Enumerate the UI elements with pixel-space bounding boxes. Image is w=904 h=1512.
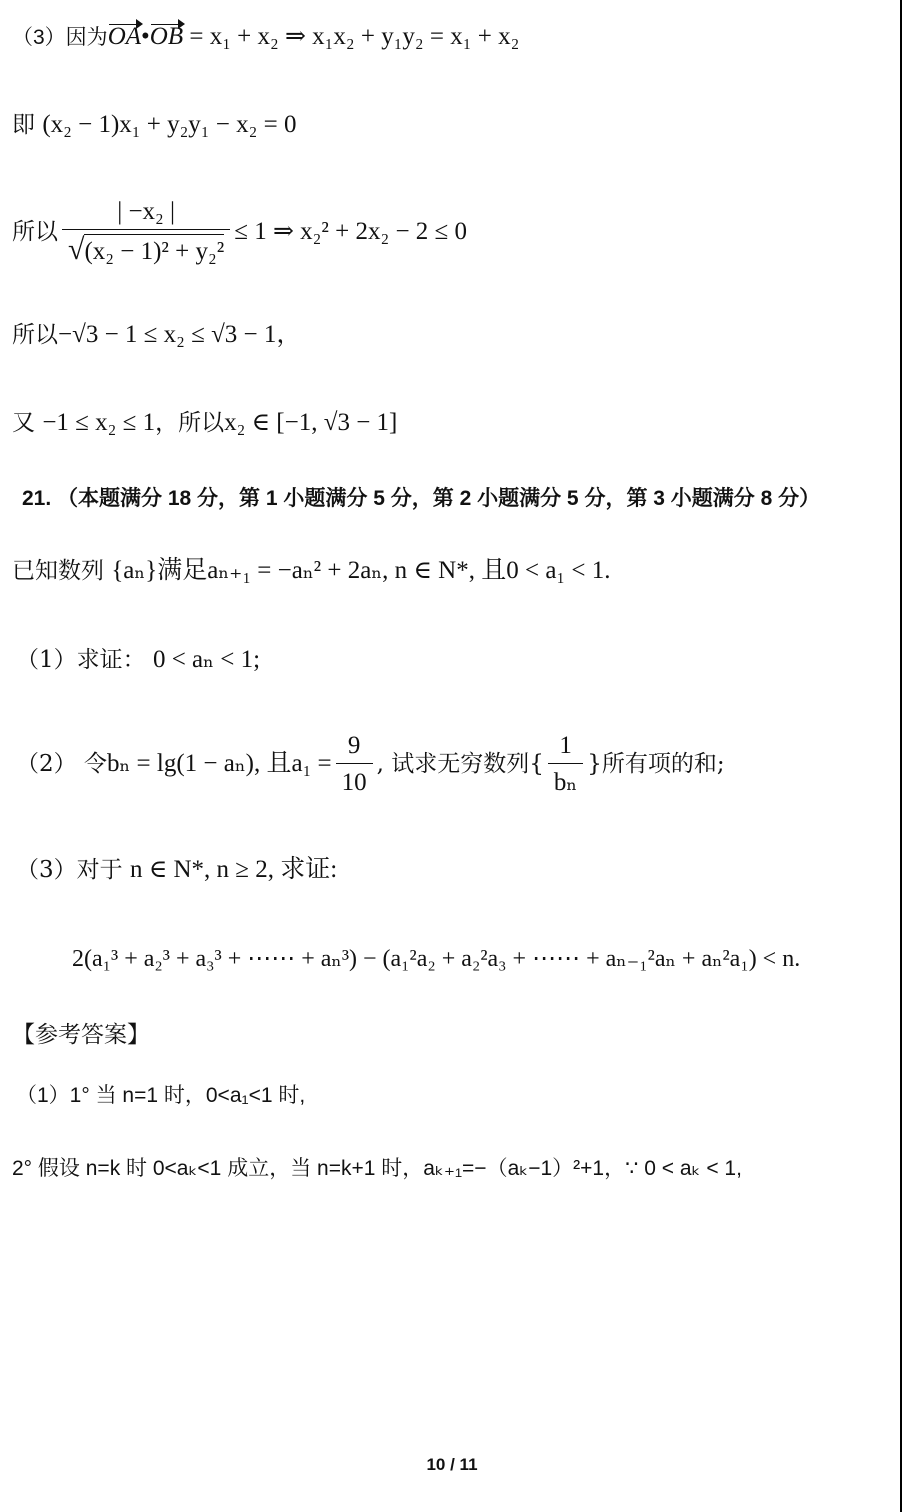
radicand: (x₂ − 1)² + y₂² (84, 234, 224, 267)
fraction-1-bn (548, 731, 583, 798)
fraction-denominator: 10 (336, 763, 373, 798)
solution-line-4-expr: −√3 − 1 ≤ x₂ ≤ √3 − 1， (58, 321, 302, 348)
problem-21-part-1 (16, 645, 260, 675)
part-1-label: （1）求证： (16, 647, 146, 673)
statement-prefix: 已知数列 (12, 558, 104, 584)
page-right-border (900, 0, 902, 1512)
answer-heading: 【参考答案】 (12, 1022, 150, 1048)
solution-line-5 (12, 408, 397, 438)
answer-line-2-text: 2° 假设 n=k 时 0<aₖ<1 成立，当 n=k+1 时，aₖ₊₁=−（aₖ−1）²+1，∵ 0 < aₖ < 1, (12, 1157, 742, 1180)
part-2-expr: bₙ = lg(1 − aₙ), 且a₁ = (106, 750, 332, 777)
solution-line-5-expr-2: x₂ ∈ [−1, √3 − 1] (224, 409, 398, 436)
part-3-inequality: 2(a₁³ + a₂³ + a₃³ + ⋯⋯ + aₙ³) − (a₁²a₂ + a₂²a₃ + ⋯⋯ + aₙ₋₁²aₙ + aₙ²a₁) < n. (72, 946, 801, 972)
part-3-expr: n ∈ N*, n ≥ 2, 求证: (129, 856, 338, 883)
part-3-label: （3）对于 (16, 857, 123, 883)
dot-operator: • (141, 23, 150, 50)
solution-line-3 (12, 192, 467, 272)
fraction-9-10 (336, 731, 373, 798)
problem-21-heading: 21. （本题满分 18 分，第 1 小题满分 5 分，第 2 小题满分 5 分，第 3 小题满分 8 分） (22, 487, 821, 510)
fraction-denominator (62, 229, 230, 267)
vector-oa: OA (107, 23, 142, 50)
part-2-label: （2） 令 (16, 751, 107, 777)
part-2-mid: , 试求无穷数列{ (376, 751, 544, 777)
statement-expr: {aₙ}满足aₙ₊₁ = −aₙ² + 2aₙ, n ∈ N*, 且0 < a₁ < 1. (111, 557, 611, 584)
fraction-abs-x2 (62, 197, 230, 267)
solution-line-1-expr: = x₁ + x₂ ⇒ x₁x₂ + y₁y₂ = x₁ + x₂ (183, 23, 520, 50)
answer-line-2 (12, 1153, 742, 1184)
fraction-numerator: 9 (347, 731, 361, 759)
problem-21-statement (12, 556, 610, 586)
vector-ob: OB (149, 23, 184, 50)
part-1-expr: 0 < aₙ < 1; (152, 646, 261, 673)
solution-line-5-mid: ，所以 (155, 410, 225, 436)
solution-line-4 (12, 320, 301, 350)
fraction-numerator: 1 (559, 731, 572, 759)
solution-line-3-expr: ≤ 1 ⇒ x₂² + 2x₂ − 2 ≤ 0 (234, 218, 468, 245)
solution-line-3-label: 所以 (12, 219, 58, 245)
fraction-denominator: bₙ (548, 763, 583, 798)
fraction-numerator: | −x₂ | (117, 198, 176, 225)
answer-line-1-text: （1）1° 当 n=1 时，0<a₁<1 时, (16, 1084, 306, 1107)
problem-21-part-3 (16, 855, 337, 885)
solution-line-4-label: 所以 (12, 322, 58, 348)
solution-line-1 (12, 22, 519, 53)
part-2-end: }所有项的和; (587, 751, 725, 777)
page-number: 10 / 11 (426, 1455, 478, 1474)
solution-line-1-label: （3）因为 (12, 26, 108, 49)
radical-sign: √ (68, 233, 85, 266)
solution-line-2-expr: (x₂ − 1)x₁ + y₂y₁ − x₂ = 0 (42, 111, 297, 138)
solution-line-5-label: 又 (12, 410, 35, 436)
solution-line-2 (12, 110, 296, 140)
solution-line-5-expr-1: −1 ≤ x₂ ≤ 1 (42, 409, 156, 436)
solution-line-2-label: 即 (12, 112, 35, 138)
answer-line-1 (16, 1080, 305, 1111)
problem-21-part-2 (16, 730, 725, 798)
